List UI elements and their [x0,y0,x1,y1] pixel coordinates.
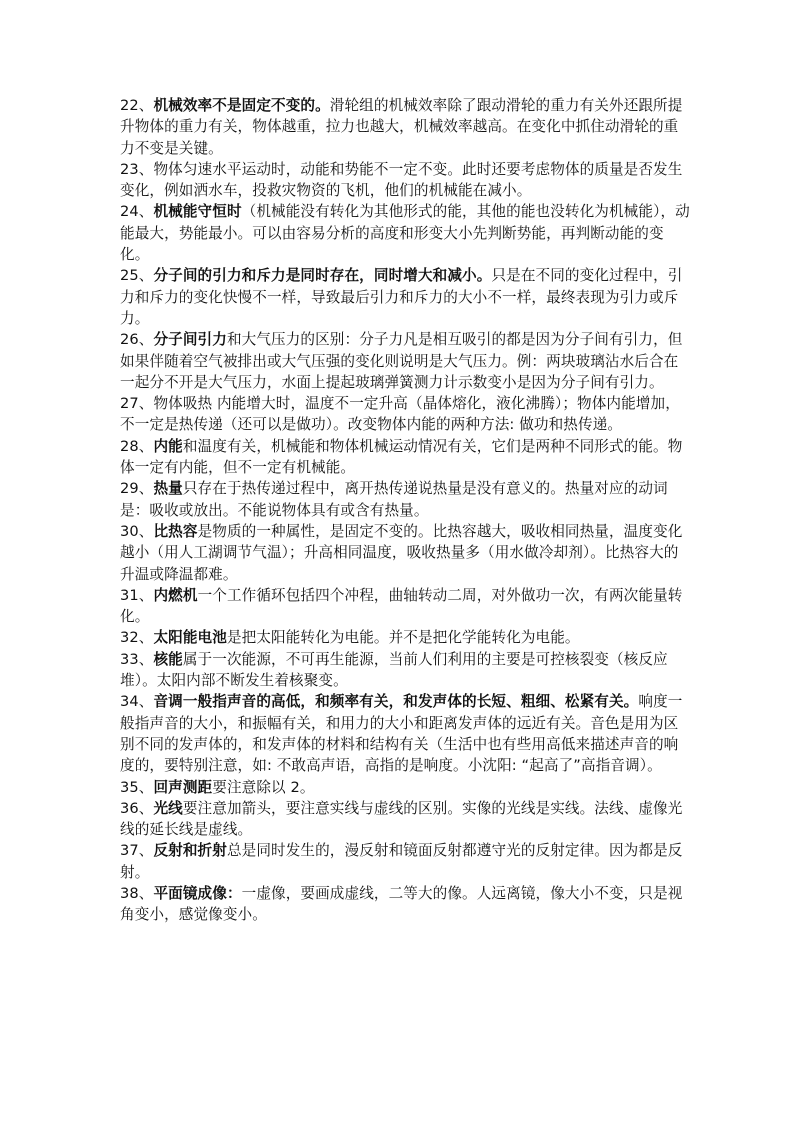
item-text: 一个工作循环包括四个冲程，曲轴转动二周，对外做功一次，有两次能量转化。 [120,586,683,626]
list-item [120,201,690,265]
item-number: 36、 [120,799,154,817]
item-text: 总是同时发生的，漫反射和镜面反射都遵守光的反射定律。因为都是反射。 [120,842,683,881]
item-number: 34、 [120,693,154,711]
item-number: 32、 [120,629,154,647]
list-item [120,691,690,776]
list-item [120,798,690,841]
list-item [120,265,690,329]
item-keyword: 比热容 [153,522,198,540]
list-item [120,649,690,692]
item-text: 属于一次能源，不可再生能源，当前人们利用的主要是可控核裂变（核反应堆）。太阳内部不断发生着核聚变。 [120,650,668,690]
item-text: （机械能没有转化为其他形式的能，其他的能也没转化为机械能），动能最大，势能最小。可以由容易分析的高度和形变大小先判断势能，再判断动能的变化。 [120,203,690,264]
item-number: 25、 [120,267,154,285]
item-text: 要注意除以 2。 [212,778,315,796]
item-keyword: 核能 [153,650,183,668]
list-item [120,777,690,798]
item-keyword: 内能 [153,437,183,455]
item-text: 是把太阳能转化为电能。并不是把化学能转化为电能。 [226,629,580,647]
item-number: 27、 [120,395,154,413]
list-item [120,95,690,159]
item-keyword: 平面镜成像： [153,884,242,902]
item-number: 33、 [120,650,154,668]
item-number: 31、 [120,586,154,604]
item-keyword: 反射和折射 [153,842,227,860]
item-number: 24、 [120,203,154,221]
item-text: 一虚像，要画成虚线，二等大的像。人远离镜，像大小不变，只是视角变小，感觉像变小。 [120,884,683,924]
list-item [120,436,690,479]
item-text: 要注意加箭头，要注意实线与虚线的区别。实像的光线是实线。法线、虚像光线的延长线是虚线。 [120,799,683,839]
item-number: 30、 [120,522,154,540]
item-text: 滑轮组的机械效率除了跟动滑轮的重力有关外还跟所提升物体的重力有关，物体越重，拉力也越大，机械效率越高。在变化中抓住动滑轮的重力不变是关键。 [120,97,683,157]
item-number: 23、 [120,160,154,178]
item-text: 是物质的一种属性，是固定不变的。比热容越大，吸收相同热量，温度变化越小（用人工湖调节气温）；升高相同温度，吸收热量多（用水做冷却剂）。比热容大的升温或降温都难。 [120,522,683,583]
item-text: 只是在不同的变化过程中，引力和斥力的变化快慢不一样，导致最后引力和斥力的大小不一样，最终表现为引力或斥力。 [120,267,683,327]
item-keyword: 分子间的引力和斥力是同时存在，同时增大和减小。 [153,267,492,285]
list-item [120,159,690,202]
list-item [120,585,690,628]
list-item [120,478,690,521]
item-text: 只存在于热传递过程中，离开热传递说热量是没有意义的。热量对应的动词是：吸收或放出。不能说物体具有或含有热量。 [120,480,668,519]
item-text: 响度一般指声音的大小，和振幅有关，和用力的大小和距离发声体的远近有关。音色是用为区别不同的发声体的，和发声体的材料和结构有关（生活中也有些用高低来描述声音的响度的，要特别注意，如: 不敢高声语，高指的是响度。小沈阳: “起高了”高指音调）。 [120,693,683,775]
item-keyword: 太阳能电池 [153,629,227,647]
item-text: 物体吸热 内能增大时，温度不一定升高（晶体熔化，液化沸腾）；物体内能增加，不一定是热传递（还可以是做功）。改变物体内能的两种方法: 做功和热传递。 [120,395,680,434]
list-item [120,393,690,436]
item-number: 26、 [120,331,154,349]
list-item [120,883,690,926]
item-number: 29、 [120,480,154,498]
item-keyword: 音调一般指声音的高低，和频率有关，和发声体的长短、粗细、松紧有关。 [153,693,639,711]
item-keyword: 内燃机 [153,586,198,604]
item-number: 35、 [120,778,154,796]
item-keyword: 分子间引力 [153,331,227,349]
item-keyword: 光线 [153,799,183,817]
item-text: 物体匀速水平运动时，动能和势能不一定不变。此时还要考虑物体的质量是否发生变化，例如洒水车，投救灾物资的飞机，他们的机械能在减小。 [120,160,683,200]
list-item [120,840,690,883]
item-keyword: 机械效率不是固定不变的。 [153,97,330,114]
item-number: 37、 [120,842,154,860]
item-text: 和温度有关，机械能和物体机械运动情况有关，它们是两种不同形式的能。物体一定有内能，但不一定有机械能。 [120,437,683,477]
list-item [120,521,690,585]
list-item [120,627,690,648]
list-item [120,329,690,393]
document-page [120,95,690,926]
item-number: 38、 [120,884,154,902]
item-number: 22、 [120,97,154,114]
item-text: 和大气压力的区别：分子力凡是相互吸引的都是因为分子间有引力，但如果伴随着空气被排出或大气压强的变化则说明是大气压力。例：两块玻璃沾水后合在一起分不开是大气压力，水面上提起玻璃弹簧测力计示数变小是因为分子间有引力。 [120,331,683,391]
item-keyword: 机械能守恒时 [153,203,242,221]
item-keyword: 回声测距 [153,778,213,796]
item-keyword: 热量 [153,480,183,498]
item-number: 28、 [120,437,154,455]
